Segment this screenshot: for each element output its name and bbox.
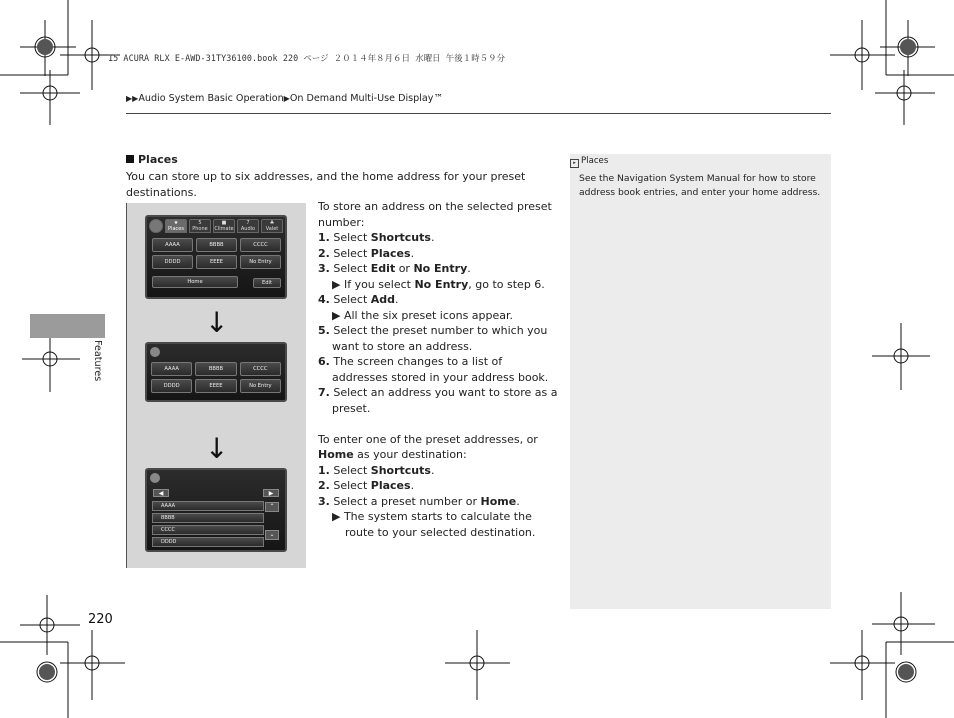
section-title-text: Places — [138, 153, 178, 166]
chapter-label: Features — [92, 340, 103, 382]
step-item: 2. Select Places. — [318, 479, 415, 492]
section-intro: You can store up to six addresses, and the home address for your preset destinations. — [126, 170, 526, 199]
preset-button: EEEE — [195, 379, 236, 393]
step-item: ▶ All the six preset icons appear. — [332, 308, 514, 322]
breadcrumb-part1: Audio System Basic Operation — [138, 93, 284, 104]
preset-button: AAAA — [151, 362, 192, 376]
down-arrow-icon: ↓ — [205, 432, 229, 465]
step-item: 7. Select an address you want to store as a preset. — [318, 386, 558, 415]
breadcrumb-sep-icon: ▶ — [283, 94, 290, 103]
preset-button: No Entry — [240, 379, 281, 393]
section-title — [126, 153, 178, 166]
store-steps — [318, 230, 558, 416]
preset-button: AAAA — [152, 238, 193, 252]
tab-climate: ■ Climate — [214, 220, 234, 232]
down-arrow-icon: ↓ — [205, 306, 229, 339]
step-item: 5. Select the preset number to which you want to store an address. — [318, 324, 548, 353]
step-item: ▶ If you select No Entry, go to step 6. — [332, 277, 545, 291]
store-intro: To store an address on the selected preset number: — [318, 200, 552, 229]
enter-steps — [318, 463, 558, 541]
list-item: DDDD — [152, 537, 264, 547]
preset-button: EEEE — [196, 255, 237, 269]
edit-button: Edit — [253, 278, 281, 288]
screen-title-bar — [167, 473, 281, 482]
step-item: 3. Select Edit or No Entry. — [318, 262, 471, 275]
breadcrumb-part2: On Demand Multi-Use Display™ — [289, 93, 444, 104]
close-icon — [150, 473, 160, 483]
step-item: 1. Select Shortcuts. — [318, 231, 435, 244]
close-icon — [150, 347, 160, 357]
places-screen — [145, 215, 287, 299]
chapter-tab — [30, 314, 105, 338]
enter-intro: To enter one of the preset addresses, or Home as your destination: — [318, 432, 538, 461]
step-item: 1. Select Shortcuts. — [318, 463, 435, 477]
step-item: ▶ The system starts to calculate the route to your selected destination. — [332, 510, 536, 539]
scroll-down-icon: ⌄ — [265, 530, 279, 540]
preset-grid — [151, 362, 281, 393]
step-item: 2. Select Places. — [318, 246, 415, 260]
instructions — [318, 199, 558, 540]
header-rule — [126, 113, 831, 114]
tab-phone: 5 Phone — [189, 219, 211, 233]
preset-button: No Entry — [240, 255, 281, 269]
page-number: 220 — [88, 612, 113, 627]
note-title: ▸ Places — [570, 156, 608, 168]
list-item: AAAA — [152, 501, 264, 511]
close-icon — [149, 219, 163, 233]
screen-title-bar — [167, 347, 281, 356]
preset-button: CCCC — [240, 238, 281, 252]
address-list — [152, 501, 264, 547]
next-page-icon: ▶ — [263, 489, 279, 497]
step-item: 3. Select a preset number or Home. — [318, 494, 520, 508]
book-info-line: 15 ACURA RLX E-AWD-31TY36100.book 220 ページ ２０１４年８月６日 水曜日 午後１時５９分 — [108, 53, 506, 63]
scroll-up-icon: ⌃ — [265, 502, 279, 512]
step-item: 4. Select Add. — [318, 293, 399, 306]
preset-button: BBBB — [195, 362, 236, 376]
address-book-screen — [145, 468, 287, 552]
preset-button: BBBB — [196, 238, 237, 252]
breadcrumb-arrow-icon: ▶▶ — [126, 94, 139, 103]
note-icon: ▸ — [570, 159, 579, 168]
preset-button: DDDD — [152, 255, 193, 269]
square-bullet-icon — [126, 155, 134, 163]
list-item: BBBB — [152, 513, 264, 523]
preset-button: CCCC — [240, 362, 281, 376]
shortcut-tabs — [149, 219, 283, 233]
prev-page-icon: ◀ — [153, 489, 169, 497]
note-box — [570, 154, 831, 609]
breadcrumb — [126, 93, 443, 104]
screenshot-figure — [126, 203, 306, 568]
home-button: Home — [152, 276, 238, 288]
preset-button: DDDD — [151, 379, 192, 393]
tab-places: ★ Places — [165, 219, 187, 233]
step-item: 6. The screen changes to a list of addresses stored in your address book. — [318, 355, 549, 384]
edit-places-screen — [145, 342, 287, 402]
tab-valet: ♣ Valet — [261, 219, 283, 233]
tab-audio: 7 Audio — [237, 219, 259, 233]
preset-grid — [152, 238, 281, 269]
list-item: CCCC — [152, 525, 264, 535]
note-text: See the Navigation System Manual for how to store address book entries, and enter your home address. — [579, 173, 821, 198]
